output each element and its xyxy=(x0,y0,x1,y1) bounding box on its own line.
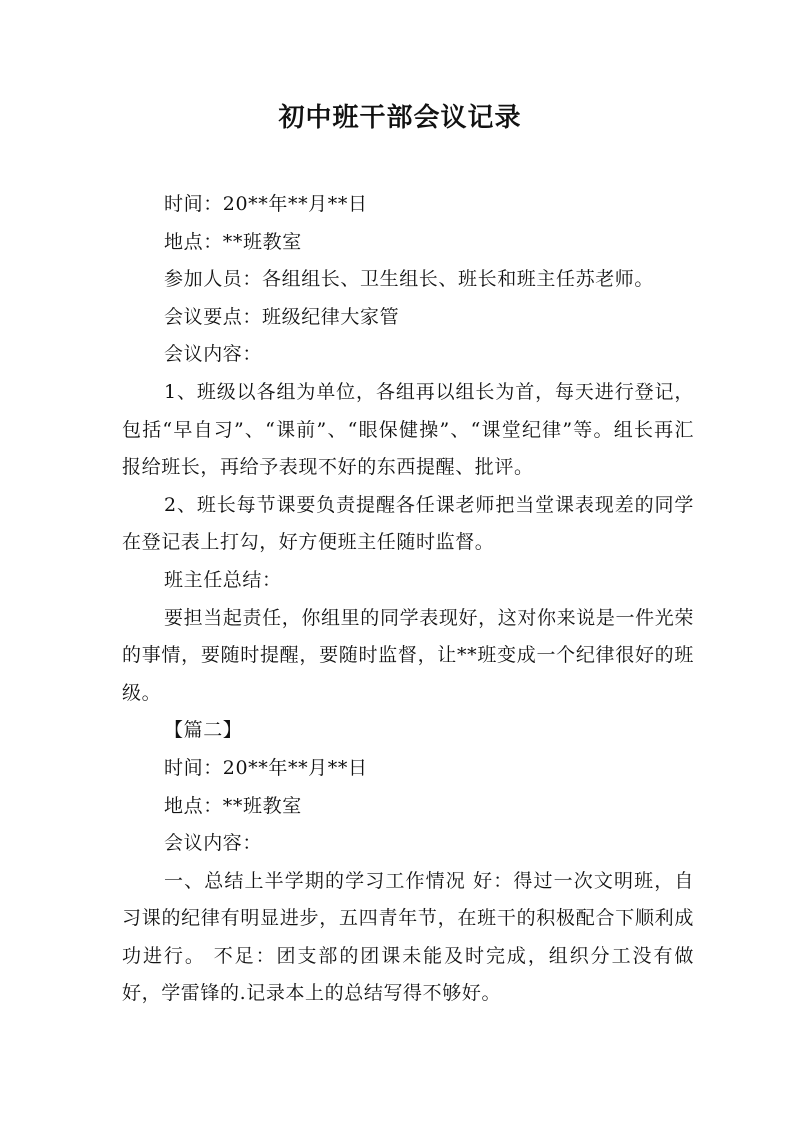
meeting-content-label-2: 会议内容： xyxy=(164,832,263,855)
meeting-agenda: 会议要点：班级纪律大家管 xyxy=(164,305,400,328)
document-body xyxy=(122,186,694,1013)
content-item-2: 2、班长每节课要负责提醒各任课老师把当堂课表现差的同学在登记表上打勾，好方便班主任随时监督。 xyxy=(122,493,694,554)
section-heading: 【篇二】 xyxy=(164,719,243,742)
meeting-place-2: 地点：**班教室 xyxy=(164,794,302,817)
meeting-content-label: 会议内容： xyxy=(164,343,263,366)
teacher-summary-label: 班主任总结： xyxy=(164,568,282,591)
teacher-summary: 要担当起责任，你组里的同学表现好，这对你来说是一件光荣的事情，要随时提醒，要随时监督，让**班变成一个纪律很好的班级。 xyxy=(122,606,694,704)
document-title: 初中班干部会议记录 xyxy=(278,103,522,133)
meeting-time: 时间：20**年**月**日 xyxy=(164,193,368,215)
meeting-time-2: 时间：20**年**月**日 xyxy=(164,756,368,779)
meeting-attendees: 参加人员：各组组长、卫生组长、班长和班主任苏老师。 xyxy=(164,268,655,291)
meeting-place: 地点：**班教室 xyxy=(164,230,302,253)
content-item-2-1: 一、总结上半学期的学习工作情况 好：得过一次文明班，自习课的纪律有明显进步，五四青年节，在班干的积极配合下顺利成功进行。 不足：团支部的团课未能及时完成，组织分工没有做好，学雷锋的.记录本上的总结写得不够好。 xyxy=(122,869,694,1005)
content-item-1: 1、班级以各组为单位，各组再以组长为首，每天进行登记，包括“早自习”、“课前”、“眼保健操”、“课堂纪律”等。组长再汇报给班长，再给予表现不好的东西提醒、批评。 xyxy=(122,380,694,479)
